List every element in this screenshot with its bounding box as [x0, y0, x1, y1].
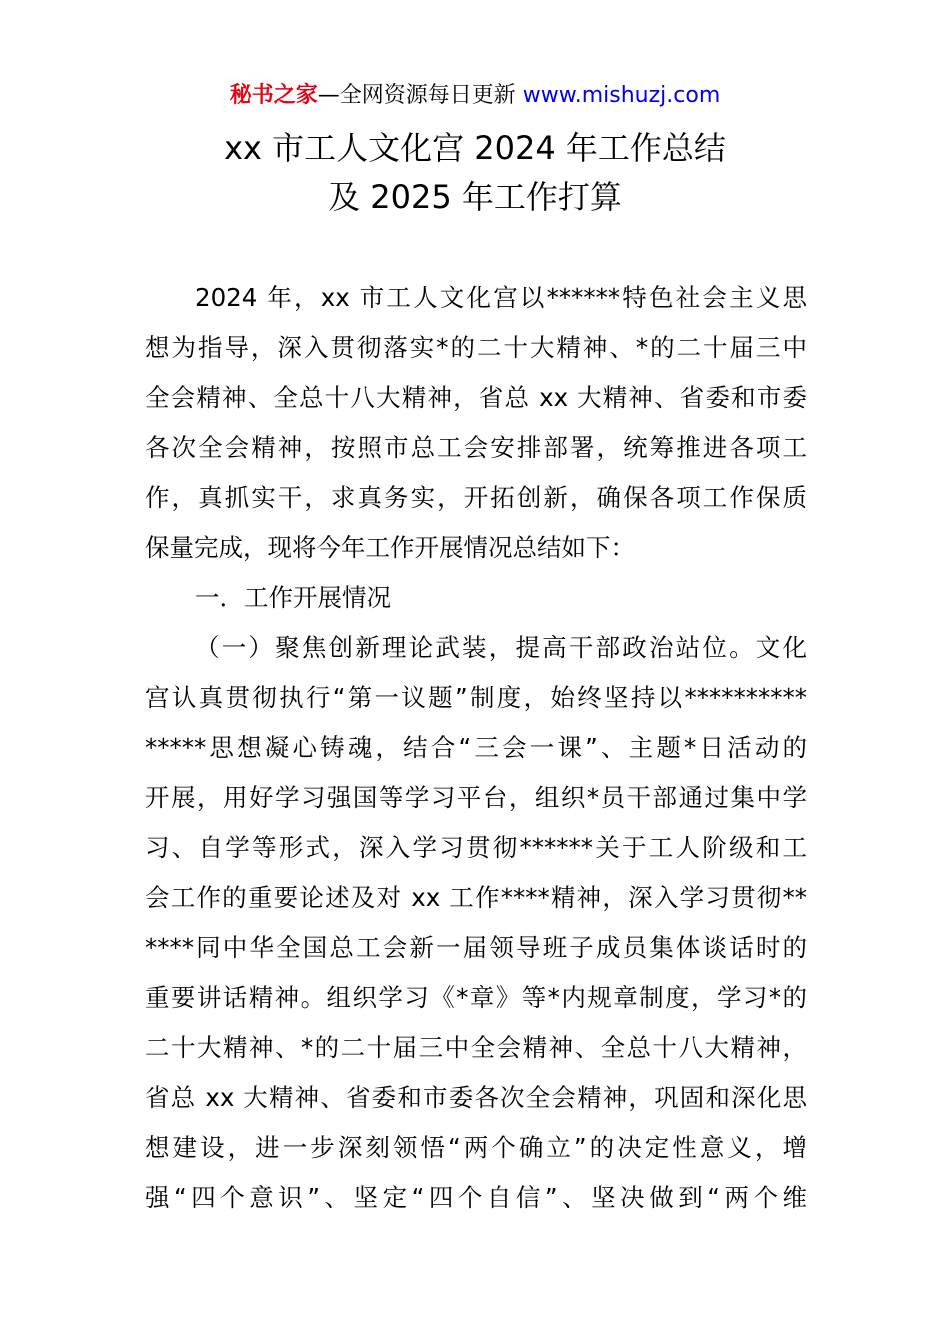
body-line: 2024 年，xx 市工人文化宫以******特色社会主义思 — [195, 283, 807, 312]
document-title-line-2: 及 2025 年工作打算 — [328, 178, 622, 216]
section-heading: 一．工作开展情况 — [195, 583, 391, 612]
document-body — [145, 273, 807, 1223]
body-line: 开展，用好学习强国等学习平台，组织*员干部通过集中学 — [145, 783, 807, 812]
body-line: 习、自学等形式，深入学习贯彻******关于工人阶级和工 — [145, 833, 807, 862]
body-line: 会工作的重要论述及对 xx 工作****精神，深入学习贯彻** — [145, 883, 807, 912]
body-line: （一）聚焦创新理论武装，提高干部政治站位。文化 — [195, 633, 807, 662]
body-line: 作，真抓实干，求真务实，开拓创新，确保各项工作保质 — [145, 483, 807, 512]
body-line: *****思想凝心铸魂，结合“三会一课”、主题*日活动的 — [145, 733, 807, 762]
body-line: ****同中华全国总工会新一届领导班子成员集体谈话时的 — [145, 933, 807, 962]
body-line: 想为指导，深入贯彻落实*的二十大精神、*的二十届三中 — [145, 333, 807, 362]
body-line: 宫认真贯彻执行“第一议题”制度，始终坚持以********** — [145, 683, 807, 712]
document-title-line-1: xx 市工人文化宫 2024 年工作总结 — [224, 129, 726, 167]
body-line: 省总 xx 大精神、省委和市委各次全会精神，巩固和深化思 — [145, 1083, 807, 1112]
body-line: 全会精神、全总十八大精神，省总 xx 大精神、省委和市委 — [145, 383, 807, 412]
brand-name: 秘书之家 — [229, 83, 318, 108]
body-line: 想建设，进一步深刻领悟“两个确立”的决定性意义，增 — [145, 1133, 807, 1162]
body-line: 各次全会精神，按照市总工会安排部署，统筹推进各项工 — [145, 433, 807, 462]
header-tagline: —全网资源每日更新 — [317, 83, 516, 108]
site-header — [0, 80, 950, 112]
website-link[interactable]: www.mishuzj.com — [522, 83, 721, 108]
body-line: 保量完成，现将今年工作开展情况总结如下： — [145, 533, 635, 562]
body-line: 二十大精神、*的二十届三中全会精神、全总十八大精神， — [145, 1033, 807, 1062]
body-line: 强“四个意识”、坚定“四个自信”、坚决做到“两个维 — [145, 1183, 807, 1212]
body-line: 重要讲话精神。组织学习《*章》等*内规章制度，学习*的 — [145, 983, 807, 1012]
